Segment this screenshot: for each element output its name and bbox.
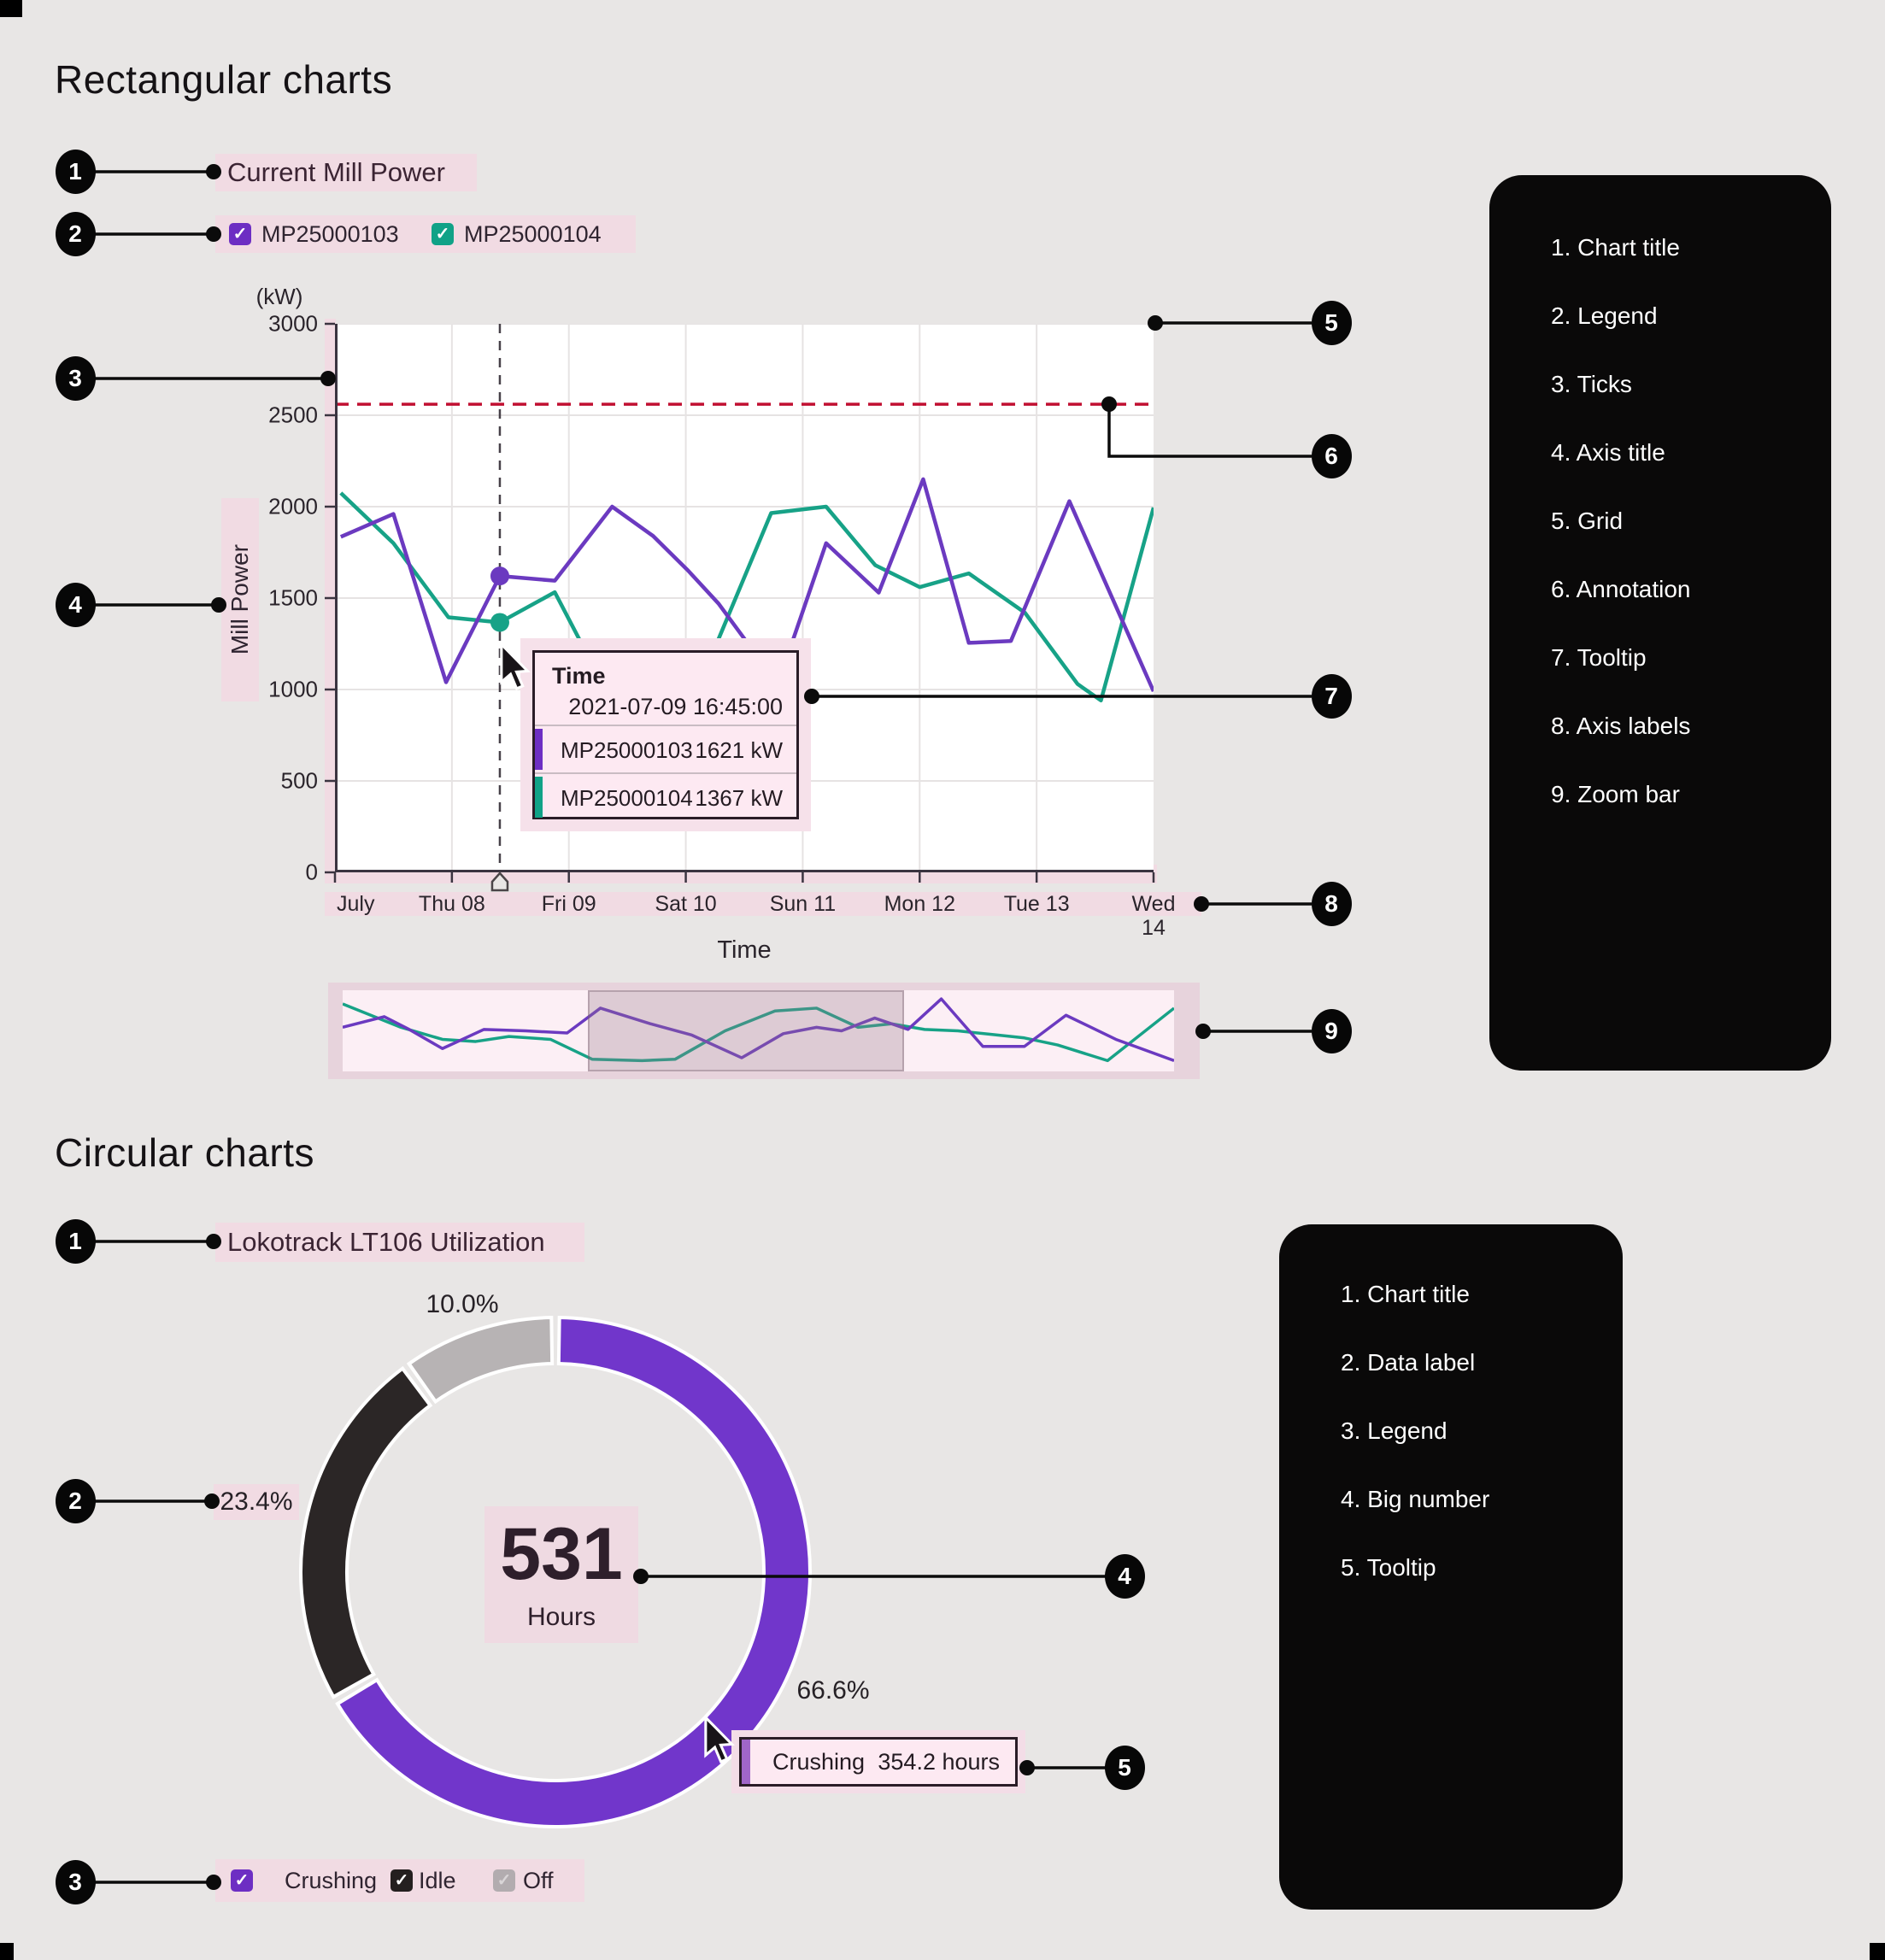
panel-item: 5. Tooltip — [1341, 1554, 1436, 1581]
panel-item: 4. Big number — [1341, 1486, 1490, 1512]
panel-item: 3. Ticks — [1551, 371, 1632, 397]
y-axis-tick-labels — [214, 0, 318, 940]
big-number-value: 531 — [500, 1513, 623, 1595]
callout-rect-7: 7 — [1312, 674, 1352, 719]
y-tick-label: 1000 — [268, 676, 318, 702]
callout-rect-9: 9 — [1312, 1009, 1352, 1053]
legend-label-Idle[interactable]: Idle — [419, 1867, 456, 1893]
callout-circ-2: 2 — [56, 1479, 96, 1523]
panel-item: 2. Data label — [1341, 1349, 1476, 1376]
donut-tooltip — [731, 1730, 1025, 1793]
big-number-unit: Hours — [526, 1603, 596, 1631]
x-tick-label: July — [337, 892, 375, 916]
checkmark-icon: ✓ — [496, 1871, 512, 1890]
x-tick-label: Sun 11 — [769, 892, 837, 916]
panel-item: 4. Axis title — [1551, 439, 1665, 466]
x-tick-label: Wed 14 — [1131, 892, 1176, 940]
mouse-cursor-icon — [702, 1716, 742, 1765]
x-tick-label: Tue 13 — [1003, 892, 1070, 916]
tooltip-series-name: MP25000103 — [561, 736, 693, 763]
callout-circ-1: 1 — [56, 1219, 96, 1264]
callout-rect-5: 5 — [1312, 301, 1352, 345]
tooltip-row — [535, 772, 796, 820]
legend-checkbox-Crushing[interactable] — [231, 1869, 253, 1892]
y-tick-label: 500 — [280, 767, 318, 794]
x-axis-title: Time — [717, 936, 772, 964]
panel-item: 1. Chart title — [1551, 234, 1680, 261]
x-tick-label: Sat 10 — [655, 892, 717, 916]
y-axis-title — [221, 498, 259, 701]
panel-item: 7. Tooltip — [1551, 644, 1647, 671]
zoom-bar-window-handle[interactable] — [588, 990, 904, 1071]
circ-section-heading: Circular charts — [55, 1130, 315, 1175]
panel-item: 3. Legend — [1341, 1417, 1448, 1444]
legend-label-Crushing[interactable]: Crushing — [285, 1867, 378, 1893]
data-label-idle: 23.4% — [214, 1484, 299, 1520]
checkmark-icon: ✓ — [435, 225, 450, 244]
checkmark-icon: ✓ — [232, 225, 248, 244]
corner-mark-bottom-left — [0, 1943, 14, 1960]
legend-label-MP25000103[interactable]: MP25000103 — [261, 220, 399, 247]
line-chart-legend — [215, 215, 636, 253]
y-axis-title-text: Mill Power — [226, 544, 253, 655]
callout-rect-2: 2 — [56, 212, 96, 256]
panel-item: 5. Grid — [1551, 508, 1624, 534]
legend-checkbox-MP25000103[interactable] — [229, 223, 251, 245]
hover-marker-MP25000104 — [490, 613, 509, 631]
hover-marker-MP25000103 — [490, 566, 509, 585]
tooltip-series-bar — [535, 777, 543, 818]
data-label-crushing: 66.6% — [796, 1676, 870, 1705]
y-tick-label: 2500 — [268, 402, 318, 428]
checkmark-icon: ✓ — [234, 1871, 250, 1890]
y-tick-label: 2000 — [268, 493, 318, 519]
tooltip-time-value: 2021-07-09 16:45:00 — [568, 694, 783, 719]
panel-item: 6. Annotation — [1551, 576, 1691, 602]
y-tick-label: 1500 — [268, 584, 318, 611]
corner-mark-top-left — [0, 0, 22, 17]
callout-circ-3: 3 — [56, 1860, 96, 1904]
y-tick-label: 0 — [305, 859, 318, 885]
checkmark-icon: ✓ — [394, 1871, 409, 1890]
callout-circ-4: 4 — [1105, 1554, 1145, 1599]
legend-checkbox-Off[interactable] — [493, 1869, 515, 1892]
y-tick-label: 3000 — [268, 310, 318, 337]
tooltip-series-name: MP25000104 — [561, 784, 693, 811]
data-label-off: 10.0% — [426, 1290, 499, 1318]
legend-checkbox-Idle[interactable] — [391, 1869, 413, 1892]
legend-label-Off[interactable]: Off — [523, 1867, 554, 1893]
y-axis-unit-label: (kW) — [255, 284, 303, 309]
legend-label-MP25000104[interactable]: MP25000104 — [464, 220, 602, 247]
tooltip-series-bar — [535, 729, 543, 770]
callout-rect-1: 1 — [56, 150, 96, 194]
donut-segment-Off — [409, 1317, 553, 1401]
panel-item: 1. Chart title — [1341, 1281, 1470, 1307]
line-chart-title: Current Mill Power — [215, 154, 477, 191]
panel-item: 8. Axis labels — [1551, 713, 1691, 739]
mouse-cursor-icon — [498, 643, 537, 692]
rect-anatomy-panel — [1489, 175, 1831, 1071]
callout-rect-8: 8 — [1312, 882, 1352, 926]
tooltip-series-value: 1367 kW — [695, 784, 783, 811]
callout-rect-6: 6 — [1312, 434, 1352, 478]
donut-segment-Idle — [301, 1369, 430, 1697]
callout-rect-3: 3 — [56, 356, 96, 401]
donut-chart-legend — [215, 1859, 584, 1902]
x-axis-labels — [325, 892, 1201, 940]
line-chart-tooltip — [520, 638, 811, 831]
tooltip-series-value: 1621 kW — [695, 736, 783, 763]
tooltip-header: Time — [552, 663, 606, 689]
legend-checkbox-MP25000104[interactable] — [432, 223, 454, 245]
x-tick-label: Mon 12 — [884, 892, 955, 916]
callout-circ-5: 5 — [1105, 1746, 1145, 1790]
panel-item: 9. Zoom bar — [1551, 781, 1680, 807]
rect-section-heading: Rectangular charts — [55, 57, 393, 102]
tooltip-series-bar — [742, 1740, 750, 1784]
big-number — [484, 1506, 638, 1643]
callout-rect-4: 4 — [56, 583, 96, 627]
donut-chart-title: Lokotrack LT106 Utilization — [215, 1223, 584, 1262]
circ-anatomy-panel — [1279, 1224, 1623, 1910]
tooltip-series-name: Crushing — [772, 1748, 866, 1775]
tooltip-row — [535, 725, 796, 772]
zoom-bar[interactable] — [328, 983, 1200, 1079]
x-tick-label: Fri 09 — [541, 892, 596, 916]
x-tick-label: Thu 08 — [418, 892, 485, 916]
tooltip-series-value: 354.2 hours — [878, 1748, 1000, 1775]
corner-mark-bottom-right — [1870, 1943, 1885, 1960]
panel-item: 2. Legend — [1551, 302, 1658, 329]
